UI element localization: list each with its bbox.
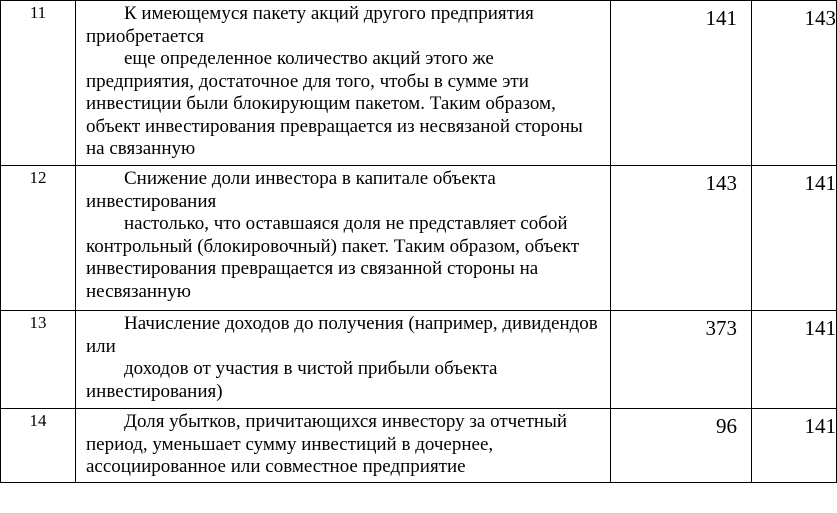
table-row — [1, 1, 837, 166]
description-cell — [76, 1, 611, 166]
description-cell — [76, 311, 611, 409]
row-number: 12 — [1, 166, 76, 311]
description-line: доходов от участия в чистой прибыли объекта инвестирования) — [86, 358, 498, 402]
debit-account: 96 — [611, 409, 752, 483]
description-cell — [76, 166, 611, 311]
table-row — [1, 409, 837, 483]
description-line: настолько, что оставшаяся доля не представляет собой контрольный (блокировочный) пакет. Таким образом, объект инвестирования превращается из связанной стороны на несвязанную — [86, 213, 579, 302]
credit-account: 143 — [752, 1, 837, 166]
row-number: 14 — [1, 409, 76, 483]
description-line: еще определенное количество акций этого же предприятия, достаточное для того, чтобы в сумме эти инвестиции были блокирующим пакетом. Таким образом, объект инвестирования превращается из несвязаной стороны на связанную — [86, 48, 583, 159]
debit-account: 143 — [611, 166, 752, 311]
table-row — [1, 311, 837, 409]
credit-account: 141 — [752, 409, 837, 483]
description-line: Начисление доходов до получения (например, дивидендов или — [86, 313, 598, 357]
row-number: 13 — [1, 311, 76, 409]
debit-account: 373 — [611, 311, 752, 409]
credit-account: 141 — [752, 166, 837, 311]
row-number: 11 — [1, 1, 76, 166]
description-line: Снижение доли инвестора в капитале объекта инвестирования — [86, 168, 496, 212]
table-row — [1, 166, 837, 311]
description-line: Доля убытков, причитающихся инвестору за отчетный период, уменьшает сумму инвестиций в дочернее, ассоциированное или совместное предприятие — [86, 411, 568, 477]
credit-account: 141 — [752, 311, 837, 409]
debit-account: 141 — [611, 1, 752, 166]
description-line: К имеющемуся пакету акций другого предприятия приобретается — [86, 3, 534, 47]
description-cell — [76, 409, 611, 483]
